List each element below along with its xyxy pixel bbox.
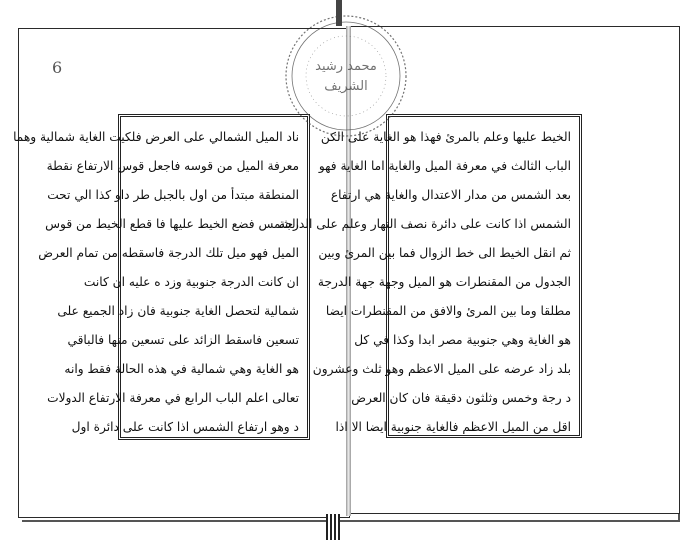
- left-text-line: شمالية لتحصل الغاية جنوبية فان زاد الجميع على: [57, 304, 299, 318]
- right-text-line: الباب الثالث في معرفة الميل والغاية اما الغاية فهو: [318, 159, 571, 173]
- right-text-line: د رجة وخمس وثلثون دقيقة فان كان العرض: [351, 391, 571, 405]
- right-text-lines: [278, 123, 571, 442]
- right-text-line: الشمس اذا كانت على دائرة نصف النهار وعلم على الدرجة: [278, 217, 571, 231]
- left-text-line: معرفة الميل من قوسه فاجعل قوس الارتفاع نقطة: [46, 159, 299, 173]
- left-text-lines: [13, 123, 299, 442]
- right-text-line: اقل من الميل الاعظم فالغاية جنوبية ايضا الا اذا: [335, 420, 571, 434]
- left-text-block: [13, 114, 310, 440]
- right-text-line: ثم انقل الخيط الى خط الزوال فما بين المرئ وبين: [318, 246, 571, 260]
- right-text-line: بعد الشمس من مدار الاعتدال والغاية هي ارتفاع: [330, 188, 571, 202]
- left-text-line: هو الغاية وهي شمالية في هذه الحالة فقط وانه: [64, 362, 299, 376]
- right-text-block: [278, 114, 582, 438]
- svg-text:محمد رشيد: محمد رشيد: [315, 59, 377, 74]
- left-text-line: ناد الميل الشمالي على العرض فلكيت الغاية شمالية وهما: [13, 130, 299, 144]
- left-text-line: تعالى اعلم الباب الرابع في معرفة الارتفاع الدولات: [47, 391, 299, 405]
- right-text-line: مطلقا وما بين المرئ والافق من المقنطرات ايضا: [325, 304, 571, 318]
- right-text-line: الجدول من المقنطرات هو الميل وجهة جهة الدرجة: [317, 275, 571, 289]
- svg-text:الشريف: الشريف: [324, 79, 368, 94]
- left-text-line: الشمس فضع الخيط عليها فا قطع الخيط من قوس: [45, 217, 299, 231]
- left-text-line: الميل فهو ميل تلك الدرجة فاسقطه من تمام العرض: [38, 246, 299, 260]
- left-text-line: تسعين فاسقط الزائد على تسعين منها فالباقي: [67, 333, 299, 347]
- ownership-seal: [282, 12, 410, 140]
- spine-bottom: [326, 514, 340, 540]
- right-text-line: الخيط عليها وعلم بالمرئ فهذا هو الغاية على الكن: [320, 130, 571, 144]
- right-text-line: هو الغاية وهي جنوبية مصر ابدا وكذا في كل: [354, 333, 571, 347]
- folio-number: 6: [52, 58, 63, 77]
- left-text-line: د وهو ارتفاع الشمس اذا كانت على دائرة اول: [71, 420, 299, 434]
- left-text-line: ان كانت الدرجة جنوبية وزد ه عليه ان كانت: [83, 275, 299, 289]
- right-text-line: بلد زاد عرضه على الميل الاعظم وهو ثلث وعشرون: [312, 362, 571, 376]
- left-text-line: المنطقة مبتدأ من اول بالجبل طر داو كذا الي تحت: [47, 188, 299, 202]
